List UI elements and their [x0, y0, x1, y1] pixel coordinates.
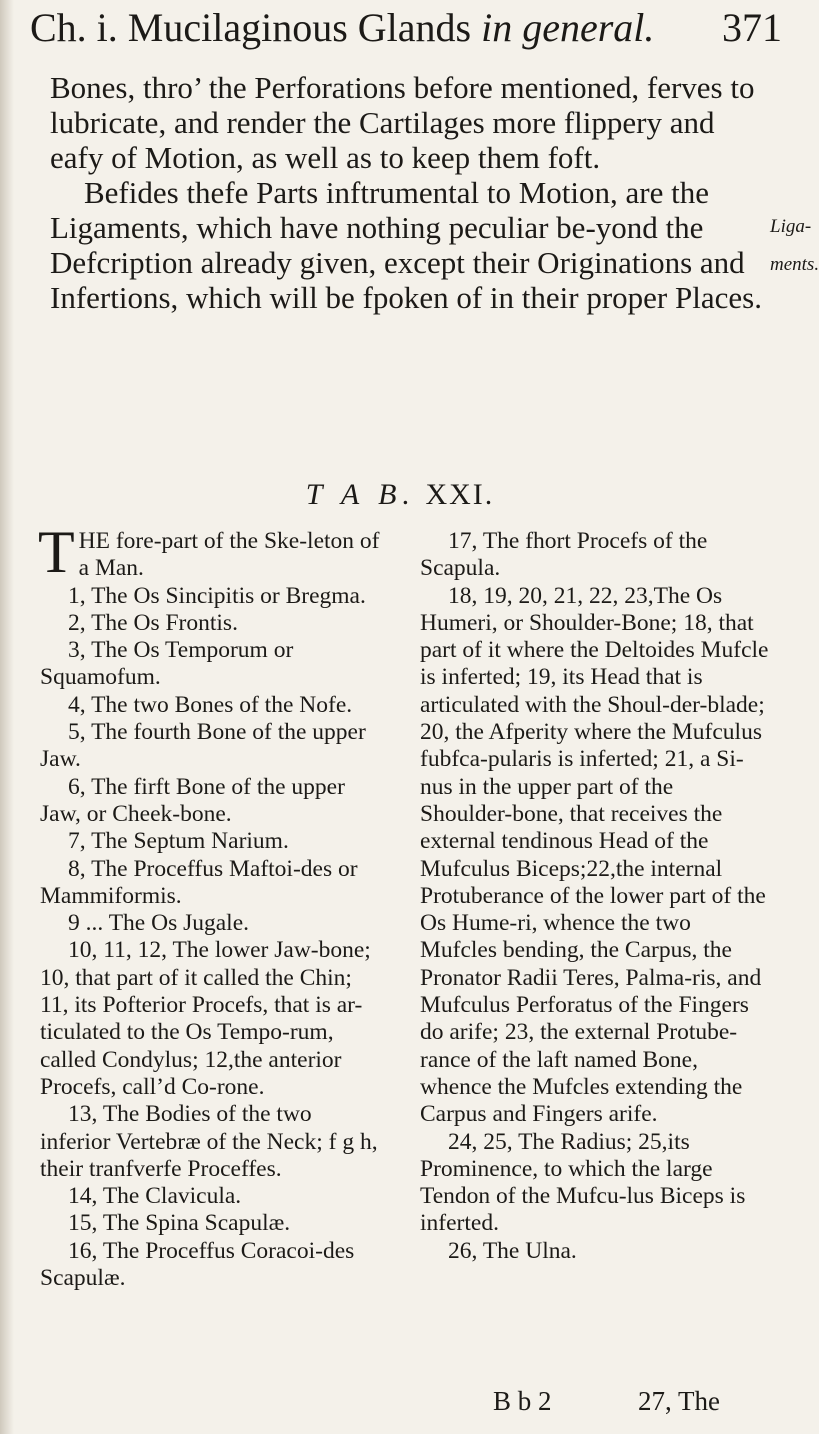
table-label: T A B.: [305, 478, 416, 511]
left-entry: 9 ... The Os Jugale.: [68, 910, 250, 937]
left-entry: 14, The Clavicula.: [68, 1183, 242, 1210]
right-entry: 24, 25, The Radius; 25,its Prominence, to which the large Tendon of the Mufcu-lus Biceps is inferted.: [420, 1128, 746, 1237]
table-number: XXI.: [425, 478, 495, 511]
running-head: [30, 4, 654, 51]
running-head-text: Ch. i. Mucilaginous Glands: [30, 5, 472, 50]
left-entry: 6, The firft Bone of the upper Jaw, or Cheek-bone.: [40, 773, 345, 827]
left-entry: 3, The Os Temporum or Squamofum.: [40, 637, 294, 691]
right-column: [420, 528, 770, 1265]
left-entry: 7, The Septum Narium.: [68, 828, 289, 855]
left-entry: 2, The Os Frontis.: [68, 609, 238, 636]
running-header: [30, 4, 790, 64]
page-number: 371: [722, 5, 782, 50]
right-entry: 26, The Ulna.: [448, 1237, 577, 1264]
margin-note: Liga-ments.: [770, 216, 819, 275]
running-head-italic: in general.: [481, 5, 655, 50]
right-entry: 17, The fhort Procefs of the Scapula.: [420, 528, 708, 582]
intro-paragraph-2: Befides thefe Parts inftrumental to Motion, are the Ligaments, which have nothing peculiar be-yond the Defcription already given, except their Originations and Infertions, which will be fpoken of in their proper Places.: [50, 175, 762, 315]
page-binding-shadow: [0, 0, 14, 1434]
intro-text: [50, 70, 770, 315]
catchword: 27, The: [638, 1386, 720, 1416]
left-entry-0-text: HE fore-part of the Ske-leton of a Man.: [78, 528, 380, 582]
left-entry: 8, The Proceffus Maftoi-des or Mammiformis.: [40, 855, 358, 909]
signature-mark: B b 2: [493, 1386, 552, 1416]
left-column: [38, 519, 386, 1292]
left-entry: 10, 11, 12, The lower Jaw-bone; 10, that part of it called the Chin; 11, its Pofterior Procefs, that is ar-ticulated to the Os Tempo-rum, called Condylus; 12,the anterior Procefs, call’d Co-rone.: [40, 937, 371, 1100]
left-entry: 1, The Os Sincipitis or Bregma.: [68, 582, 366, 609]
left-entry: 13, The Bodies of the two inferior Vertebræ of the Neck; f g h, their tranfverfe Proceffes.: [40, 1101, 378, 1182]
right-entry: 18, 19, 20, 21, 22, 23,The Os Humeri, or Shoulder-Bone; 18, that part of it where the Deltoides Mufcle is inferted; 19, its Head that is articulated with the Shoul-der-blade; 20, the Afperity where the Mufculus fubfca-pularis is inferted; 21, a Si-nus in the upper part of the Shoulder-bone, that receives the external tendinous Head of the Mufculus Biceps;22,the internal Protuberance of the lower part of the Os Hume-ri, whence the two Mufcles bending, the Carpus, the Pronator Radii Teres, Palma-ris, and Mufculus Perforatus of the Fingers do arife; 23, the external Protube-rance of the laft named Bone, whence the Mufcles extending the Carpus and Fingers arife.: [420, 582, 769, 1128]
left-entry: 16, The Proceffus Coracoi-des Scapulæ.: [40, 1237, 355, 1292]
intro-paragraph-1: Bones, thro’ the Perforations before mentioned, ferves to lubricate, and render the Cartilages more flippery and eafy of Motion, as well as to keep them foft.: [50, 70, 755, 175]
drop-cap: T: [38, 519, 75, 585]
table-heading: [0, 478, 800, 512]
left-entry: 4, The two Bones of the Nofe.: [68, 691, 353, 718]
left-entry: 5, The fourth Bone of the upper Jaw.: [40, 719, 366, 773]
left-entry-0: [38, 519, 386, 585]
left-entry: 15, The Spina Scapulæ.: [68, 1210, 291, 1237]
